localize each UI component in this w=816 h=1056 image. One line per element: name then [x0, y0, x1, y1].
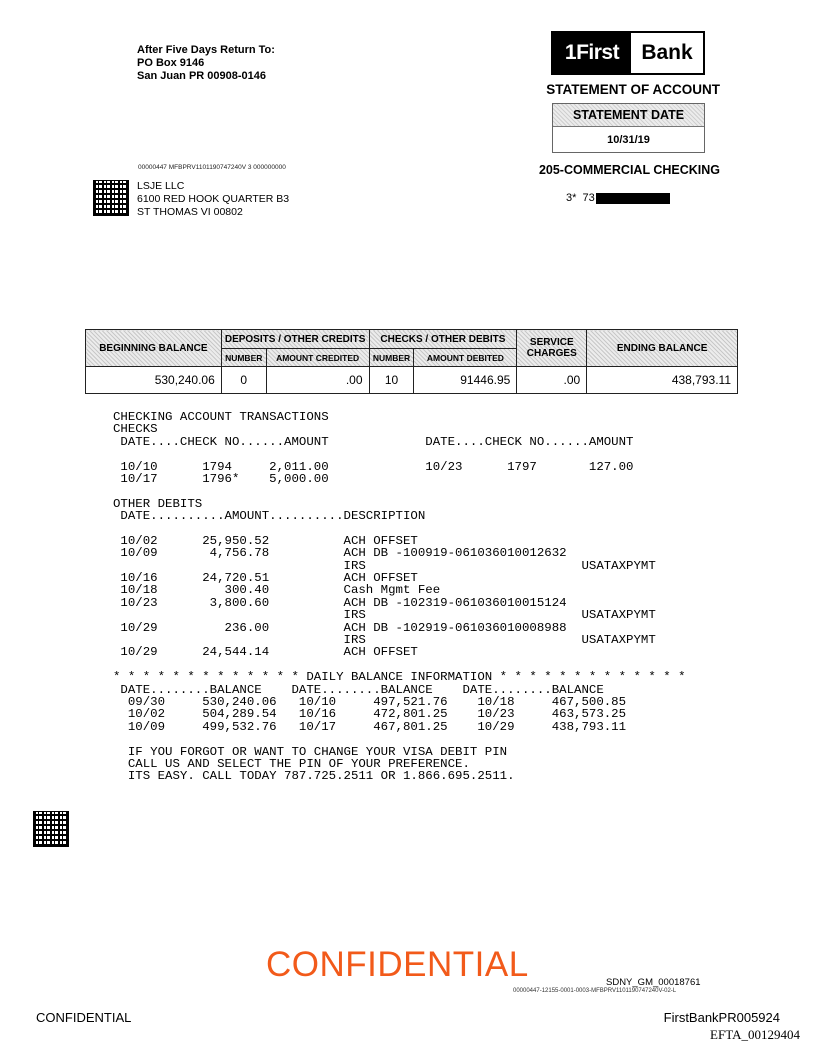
confidential-stamp: CONFIDENTIAL: [266, 945, 529, 984]
transaction-line: 10/16 24,720.51 ACH OFFSET: [113, 571, 418, 586]
bates-code: 00000447-12155-0001-0003-MFBPRV1101190747240V-02-L: [513, 988, 677, 994]
service-charges-value: .00: [517, 367, 587, 394]
checks-amount-value: 91446.95: [414, 367, 517, 394]
beginning-balance-value: 530,240.06: [86, 367, 222, 394]
transaction-line: CHECKS: [113, 422, 158, 437]
return-address-line3: San Juan PR 00908-0146: [137, 70, 267, 82]
barcode-icon: [93, 180, 129, 216]
checks-number-value: 10: [369, 367, 414, 394]
bank-logo: [551, 31, 705, 75]
transaction-line: CALL US AND SELECT THE PIN OF YOUR PREFERENCE.: [113, 756, 470, 771]
transaction-line: OTHER DEBITS: [113, 496, 203, 511]
account-number-visible: 3* 73: [566, 192, 595, 204]
transaction-line: IRS USATAXPYMT: [113, 608, 656, 623]
transaction-line: [113, 485, 686, 497]
header-checks: CHECKS / OTHER DEBITS: [369, 330, 517, 349]
mailing-address: [137, 180, 289, 219]
transaction-line: DATE..........AMOUNT..........DESCRIPTION: [113, 509, 426, 524]
return-address-line1: After Five Days Return To:: [137, 44, 275, 56]
transaction-line: DATE....CHECK NO......AMOUNT DATE....CHECK NO......AMOUNT: [113, 434, 634, 449]
header-deposits-number: NUMBER: [221, 349, 266, 367]
transaction-line: 10/18 300.40 Cash Mgmt Fee: [113, 583, 441, 598]
mailing-name: LSJE LLC: [137, 180, 185, 192]
transaction-line: 10/29 236.00 ACH DB -102919-061036010008988: [113, 620, 567, 635]
transaction-line: DATE........BALANCE DATE........BALANCE DATE........BALANCE: [113, 682, 604, 697]
transaction-line: IRS USATAXPYMT: [113, 558, 656, 573]
transaction-line: 10/17 1796* 5,000.00: [113, 471, 329, 486]
transaction-line: CHECKING ACCOUNT TRANSACTIONS: [113, 410, 329, 424]
return-address-line2: PO Box 9146: [137, 57, 205, 69]
header-service-charges: SERVICE CHARGES: [517, 330, 587, 367]
transaction-line: 10/09 4,756.78 ACH DB -100919-061036010012632: [113, 546, 567, 561]
transaction-line: 09/30 530,240.06 10/10 497,521.76 10/18 467,500.85: [113, 694, 627, 709]
transaction-line: [113, 448, 686, 460]
transaction-line: 10/23 3,800.60 ACH DB -102319-061036010015124: [113, 595, 567, 610]
header-deposits: DEPOSITS / OTHER CREDITS: [221, 330, 369, 349]
transaction-line: IF YOU FORGOT OR WANT TO CHANGE YOUR VISA DEBIT PIN: [113, 744, 508, 759]
logo-bank: Bank: [641, 41, 693, 64]
header-checks-number: NUMBER: [369, 349, 414, 367]
mailing-city: ST THOMAS VI 00802: [137, 206, 243, 218]
bates-number-efta: EFTA_00129404: [710, 1027, 800, 1042]
bates-number-sdny: SDNY_GM_00018761: [606, 977, 701, 988]
transaction-line: ITS EASY. CALL TODAY 787.725.2511 OR 1.866.695.2511.: [113, 769, 515, 784]
account-type: 205-COMMERCIAL CHECKING: [538, 163, 720, 177]
deposits-number-value: 0: [221, 367, 266, 394]
transaction-line: 10/29 24,544.14 ACH OFFSET: [113, 645, 418, 660]
statement-title: STATEMENT OF ACCOUNT: [546, 82, 720, 97]
transaction-line: IRS USATAXPYMT: [113, 633, 656, 648]
header-ending-balance: ENDING BALANCE: [587, 330, 738, 367]
transaction-line: [113, 733, 686, 745]
barcode-icon: [33, 811, 69, 847]
statement-date-label: STATEMENT DATE: [553, 104, 704, 127]
logo-first: 1First: [553, 33, 631, 73]
transaction-line: 10/02 504,289.54 10/16 472,801.25 10/23 463,573.25: [113, 707, 627, 722]
ending-balance-value: 438,793.11: [587, 367, 738, 394]
redaction-bar: [596, 193, 670, 204]
transaction-line: * * * * * * * * * * * * * DAILY BALANCE INFORMATION * * * * * * * * * * * * *: [113, 670, 686, 685]
mailing-code: 00000447 MFBPRV1101190747240V 3 000000000: [138, 164, 286, 171]
account-number: [566, 192, 670, 204]
header-beginning-balance: BEGINNING BALANCE: [86, 330, 222, 367]
transaction-line: 10/09 499,532.76 10/17 467,801.25 10/29 438,793.11: [113, 719, 627, 734]
header-amount-credited: AMOUNT CREDITED: [266, 349, 369, 367]
transaction-line: 10/10 1794 2,011.00 10/23 1797 127.00: [113, 459, 634, 474]
header-amount-debited: AMOUNT DEBITED: [414, 349, 517, 367]
account-summary-table: [85, 329, 738, 394]
bates-number-firstbank: FirstBankPR005924: [663, 1010, 780, 1025]
statement-date-value: 10/31/19: [607, 133, 650, 146]
statement-date-box: [552, 103, 705, 153]
transaction-line: 10/02 25,950.52 ACH OFFSET: [113, 533, 418, 548]
deposits-amount-value: .00: [266, 367, 369, 394]
return-address: [137, 44, 275, 83]
mailing-street: 6100 RED HOOK QUARTER B3: [137, 193, 290, 205]
confidential-footer: CONFIDENTIAL: [36, 1010, 132, 1025]
transaction-details: [113, 411, 686, 783]
